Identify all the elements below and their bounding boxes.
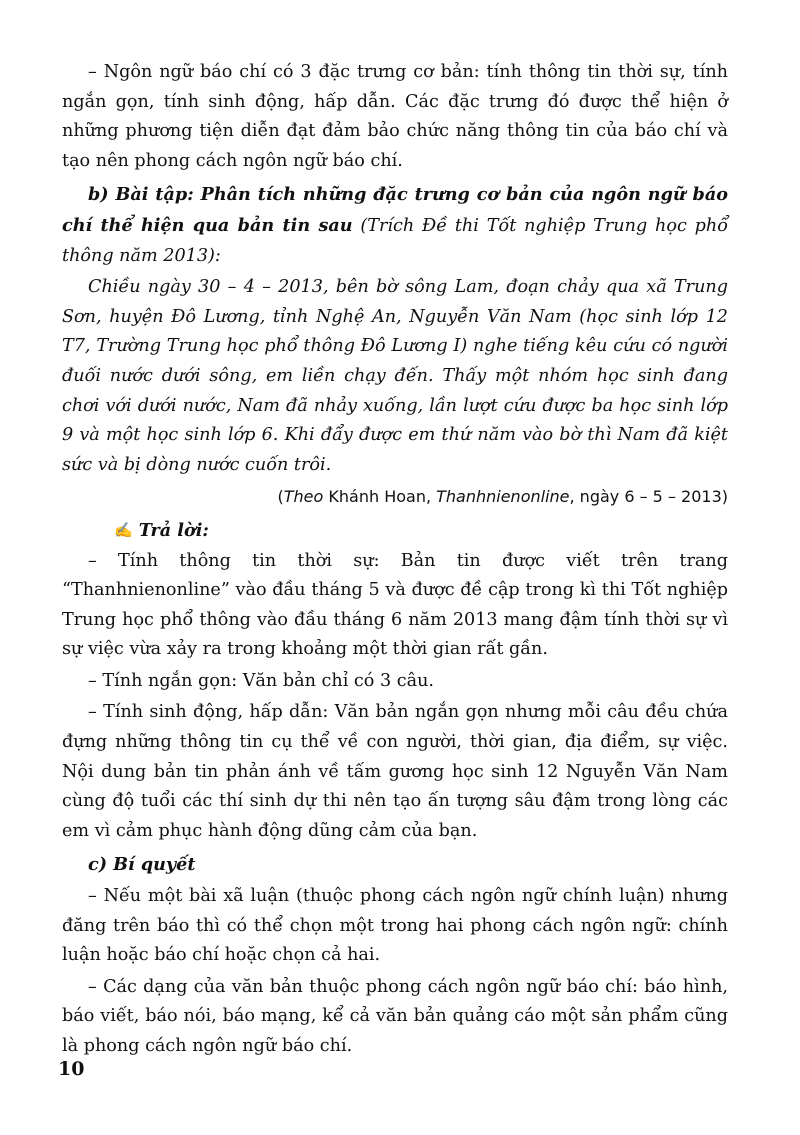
news-excerpt: Chiều ngày 30 – 4 – 2013, bên bờ sông Lam, đoạn chảy qua xã Trung Sơn, huyện Đô Lương, tỉnh Nghệ An, Nguyễn Văn Nam (học sinh lớp 12 T7, Trường Trung học phổ thông Đô Lương I) nghe tiếng kêu cứu có người đuối nước dưới sông, em liền chạy đến. Thấy một nhóm học sinh đang chơi với dưới nước, Nam đã nhảy xuống, lần lượt cứu được ba học sinh lớp 9 và một học sinh lớp 6. Khi đẩy được em thứ năm vào bờ thì Nam đã kiệt sức và bị dòng nước cuốn trôi. <box>62 277 728 475</box>
source-theo: Theo <box>283 487 324 507</box>
answer-item: – Tính thông tin thời sự: Bản tin được viết trên trang “Thanhnienonline” vào đầu tháng 5 và được đề cập trong kì thi Tốt nghiệp Trung học phổ thông vào đầu tháng 6 năm 2013 mang đậm tính thời sự vì sự việc vừa xảy ra trong khoảng một thời gian rất gần. <box>62 550 728 660</box>
tips-heading: c) Bí quyết <box>88 854 196 876</box>
news-source: (Theo Khánh Hoan, Thanhnienonline, ngày 6 – 5 – 2013) <box>277 487 728 507</box>
answer-item: – Tính ngắn gọn: Văn bản chỉ có 3 câu. <box>88 670 435 691</box>
source-date: , ngày 6 – 5 – 2013) <box>569 487 728 507</box>
writing-hand-icon: ✍ <box>114 520 133 539</box>
exercise-note: (Trích Đề thi Tốt nghiệp Trung học phổ thông năm 2013): <box>62 215 728 266</box>
intro-paragraph: – Ngôn ngữ báo chí có 3 đặc trưng cơ bản: tính thông tin thời sự, tính ngắn gọn, tính sinh động, hấp dẫn. Các đặc trưng đó được thể hiện ở những phương tiện diễn đạt đảm bảo chức năng thông tin của báo chí và tạo nên phong cách ngôn ngữ báo chí. <box>62 62 728 171</box>
source-author: Khánh Hoan, <box>323 487 437 507</box>
tips-item: – Các dạng của văn bản thuộc phong cách ngôn ngữ báo chí: báo hình, báo viết, báo nói, báo mạng, kể cả văn bản quảng cáo một sản phẩm cũng là phong cách ngôn ngữ báo chí. <box>62 976 728 1056</box>
answer-item: – Tính sinh động, hấp dẫn: Văn bản ngắn gọn nhưng mỗi câu đều chứa đựng những thông tin cụ thể về con người, thời gian, địa điểm, sự việc. Nội dung bản tin phản ánh về tấm gương học sinh 12 Nguyễn Văn Nam cùng độ tuổi các thí sinh dự thi nên tạo ấn tượng sâu đậm trong lòng các em vì cảm phục hành động dũng cảm của bạn. <box>62 702 728 841</box>
answer-heading: ✍ Trả lời: <box>62 516 728 547</box>
page-content <box>62 58 728 1064</box>
exercise-prompt <box>62 180 728 271</box>
exercise-label: b) Bài tập: Phân tích những đặc trưng cơ bản của ngôn ngữ báo chí thể hiện qua bản tin sau <box>62 184 728 236</box>
source-site: Thanhnienonline <box>436 487 570 507</box>
tips-item: – Nếu một bài xã luận (thuộc phong cách ngôn ngữ chính luận) nhưng đăng trên báo thì có thể chọn một trong hai phong cách ngôn ngữ: chính luận hoặc báo chí hoặc chọn cả hai. <box>62 886 728 966</box>
page-number: 10 <box>58 1058 85 1080</box>
